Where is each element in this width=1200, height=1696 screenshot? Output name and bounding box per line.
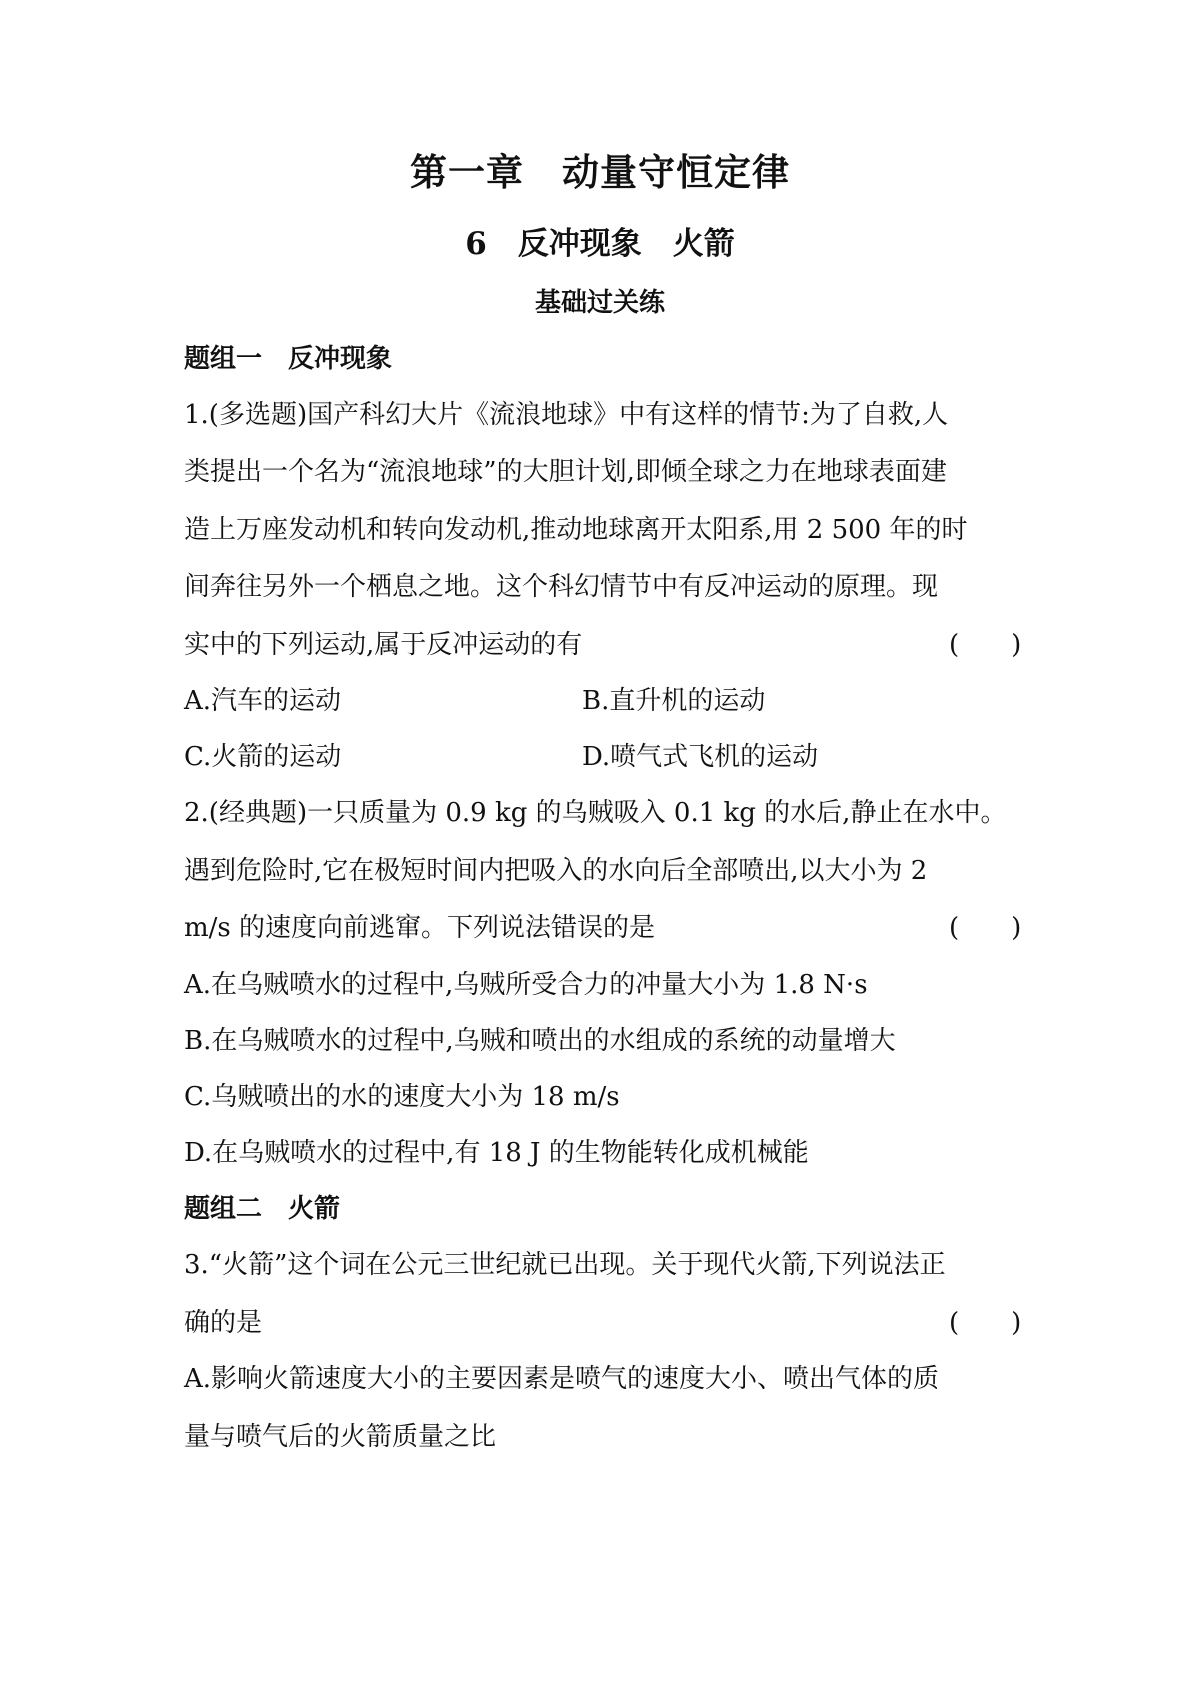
group2-heading: 题组二 火箭 <box>184 1194 341 1224</box>
group1-heading: 题组一 反冲现象 <box>184 344 393 374</box>
q3-line-1: 3.“火箭”这个词在公元三世纪就已出现。关于现代火箭,下列说法正 <box>184 1250 946 1280</box>
q2-answer-paren: ( ) <box>949 913 1022 943</box>
section-title: 6 反冲现象 火箭 <box>465 226 735 262</box>
q1-line-3: 造上万座发动机和转向发动机,推动地球离开太阳系,用 2 500 年的时 <box>184 515 968 545</box>
q3-line-2: 确的是 <box>184 1308 263 1338</box>
q2-line-2: 遇到危险时,它在极短时间内把吸入的水向后全部喷出,以大小为 2 <box>184 856 928 886</box>
q2-option-d: D.在乌贼喷水的过程中,有 18 J 的生物能转化成机械能 <box>184 1138 809 1168</box>
q1-option-c: C.火箭的运动 <box>184 742 342 772</box>
q3-answer-paren: ( ) <box>949 1308 1022 1338</box>
chapter-title: 第一章 动量守恒定律 <box>410 150 790 194</box>
q1-line-4: 间奔往另外一个栖息之地。这个科幻情节中有反冲运动的原理。现 <box>184 572 939 602</box>
q1-option-a: A.汽车的运动 <box>184 686 342 716</box>
q3-option-a-line-2: 量与喷气后的火箭质量之比 <box>184 1422 497 1452</box>
q2-line-3: m/s 的速度向前逃窜。下列说法错误的是 <box>184 913 656 943</box>
q2-line-1: 2.(经典题)一只质量为 0.9 kg 的乌贼吸入 0.1 kg 的水后,静止在水中。 <box>184 798 1007 828</box>
q2-option-c: C.乌贼喷出的水的速度大小为 18 m/s <box>184 1082 620 1112</box>
q1-option-b: B.直升机的运动 <box>582 686 766 716</box>
q1-line-5: 实中的下列运动,属于反冲运动的有 <box>184 630 583 660</box>
q2-option-a: A.在乌贼喷水的过程中,乌贼所受合力的冲量大小为 1.8 N·s <box>184 970 868 1000</box>
q3-option-a-line-1: A.影响火箭速度大小的主要因素是喷气的速度大小、喷出气体的质 <box>184 1364 940 1394</box>
exercise-subtitle: 基础过关练 <box>534 288 665 318</box>
q1-line-2: 类提出一个名为“流浪地球”的大胆计划,即倾全球之力在地球表面建 <box>184 457 947 487</box>
q1-line-1: 1.(多选题)国产科幻大片《流浪地球》中有这样的情节:为了自救,人 <box>184 400 949 430</box>
q2-option-b: B.在乌贼喷水的过程中,乌贼和喷出的水组成的系统的动量增大 <box>184 1026 896 1056</box>
q1-answer-paren: ( ) <box>949 630 1022 660</box>
q1-option-d: D.喷气式飞机的运动 <box>582 742 819 772</box>
